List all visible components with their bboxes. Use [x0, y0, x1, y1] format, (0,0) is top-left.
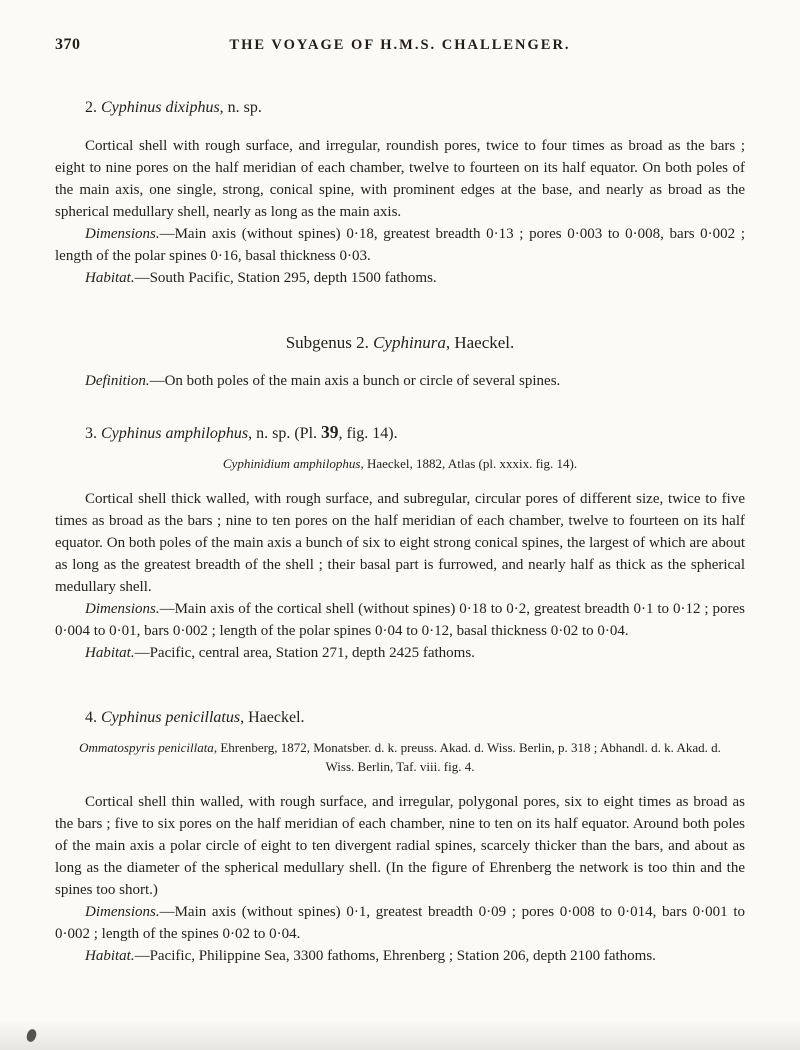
running-title: THE VOYAGE OF H.M.S. CHALLENGER.	[229, 37, 571, 53]
habitat-label: Habitat.	[85, 645, 135, 661]
habitat-text: —Pacific, central area, Station 271, depth 2425 fathoms.	[134, 645, 475, 661]
species-2-number: 2.	[85, 99, 97, 116]
subgenus-heading	[55, 331, 745, 355]
species-2-dimensions	[55, 223, 745, 267]
definition-label: Definition.	[85, 373, 150, 389]
subgenus-name: Cyphinura	[373, 333, 446, 352]
citation-name: Cyphinidium amphilophus	[222, 456, 361, 471]
subgenus-definition	[55, 370, 745, 392]
citation-name: Ommatospyris penicillata	[79, 740, 214, 755]
habitat-label: Habitat.	[85, 948, 135, 964]
species-2-name: Cyphinus dixiphus	[101, 99, 220, 116]
species-3-suffix: , n. sp. (Pl.	[248, 425, 318, 442]
dimensions-text: —Main axis of the cortical shell (without spines) 0·18 to 0·2, greatest breadth 0·1 to 0·12 ; pores 0·004 to 0·01, bars 0·002 ; length of the polar spines 0·04 to 0·12, basal thickness 0·02 to 0·04.	[55, 601, 745, 639]
page-header	[55, 34, 745, 56]
dimensions-label: Dimensions.	[85, 904, 160, 920]
dimensions-label: Dimensions.	[85, 601, 160, 617]
subgenus-suffix: , Haeckel.	[445, 333, 515, 352]
species-4-dimensions	[55, 901, 745, 945]
species-2-heading	[85, 96, 745, 120]
species-4-heading	[85, 706, 745, 730]
citation-rest: , Haeckel, 1882, Atlas (pl. xxxix. fig. 14).	[360, 456, 578, 471]
page-number: 370	[55, 36, 81, 53]
species-2-suffix: , n. sp.	[219, 99, 262, 116]
definition-text: —On both poles of the main axis a bunch or circle of several spines.	[149, 373, 561, 389]
species-3-citation	[78, 454, 723, 473]
citation-rest: , Ehrenberg, 1872, Monatsber. d. k. preuss. Akad. d. Wiss. Berlin, p. 318 ; Abhandl. d. k. Akad. d. Wiss. Berlin, Taf. viii. fig. 4.	[213, 740, 721, 774]
dimensions-label: Dimensions.	[85, 226, 160, 242]
species-2-habitat	[55, 267, 745, 289]
species-3-plate-suffix: , fig. 14).	[338, 425, 398, 442]
species-4-number: 4.	[85, 709, 97, 726]
species-4-name: Cyphinus penicillatus	[101, 709, 241, 726]
species-2-description: Cortical shell with rough surface, and irregular, roundish pores, twice to four times as broad as the bars ; eight to nine pores on the half meridian of each chamber, twelve to fourteen on its half equator. On both poles of the main axis, one single, strong, conical spine, with prominent edges at the base, and nearly as broad as the spherical medullary shell, nearly as long as the main axis.	[55, 138, 745, 220]
species-3-dimensions	[55, 598, 745, 642]
species-3-number: 3.	[85, 425, 97, 442]
habitat-text: —Pacific, Philippine Sea, 3300 fathoms, Ehrenberg ; Station 206, depth 2100 fathoms.	[134, 948, 656, 964]
species-3-name: Cyphinus amphilophus	[101, 425, 249, 442]
species-3-heading	[85, 420, 745, 446]
species-4-description: Cortical shell thin walled, with rough surface, and irregular, polygonal pores, six to eight times as broad as the bars ; five to six pores on the half meridian of each chamber, nine to ten on its half equator. Around both poles of the main axis a polar circle of eight to ten divergent radial spines, scarcely thicker than the bars, and about as long as the diameter of the spherical medullary shell. (In the figure of Ehrenberg the network is too thin and the spines too short.)	[55, 794, 745, 898]
species-3-description: Cortical shell thick walled, with rough surface, and subregular, circular pores of different size, twice to five times as broad as the bars ; nine to ten pores on the half meridian of each chamber, twelve to fourteen on its half equator. On both poles of the main axis a bunch of six to eight strong conical spines, the largest of which are about as long as the greatest breadth of the shell ; their basal part is furrowed, and nearly half as thick as the spherical medullary shell.	[55, 491, 745, 595]
subgenus-prefix: Subgenus 2.	[285, 333, 369, 352]
species-3-habitat	[55, 642, 745, 664]
species-4-citation	[78, 738, 723, 776]
dimensions-text: —Main axis (without spines) 0·1, greatest breadth 0·09 ; pores 0·008 to 0·014, bars 0·001 to 0·002 ; length of the spines 0·02 to 0·04.	[55, 904, 745, 942]
species-4-habitat	[55, 945, 745, 967]
habitat-label: Habitat.	[85, 270, 135, 286]
habitat-text: —South Pacific, Station 295, depth 1500 fathoms.	[134, 270, 437, 286]
dimensions-text: —Main axis (without spines) 0·18, greatest breadth 0·13 ; pores 0·003 to 0·008, bars 0·002 ; length of the polar spines 0·16, basal thickness 0·03.	[55, 226, 745, 264]
species-3-plate-number: 39	[321, 422, 339, 442]
species-4-suffix: , Haeckel.	[240, 709, 305, 726]
